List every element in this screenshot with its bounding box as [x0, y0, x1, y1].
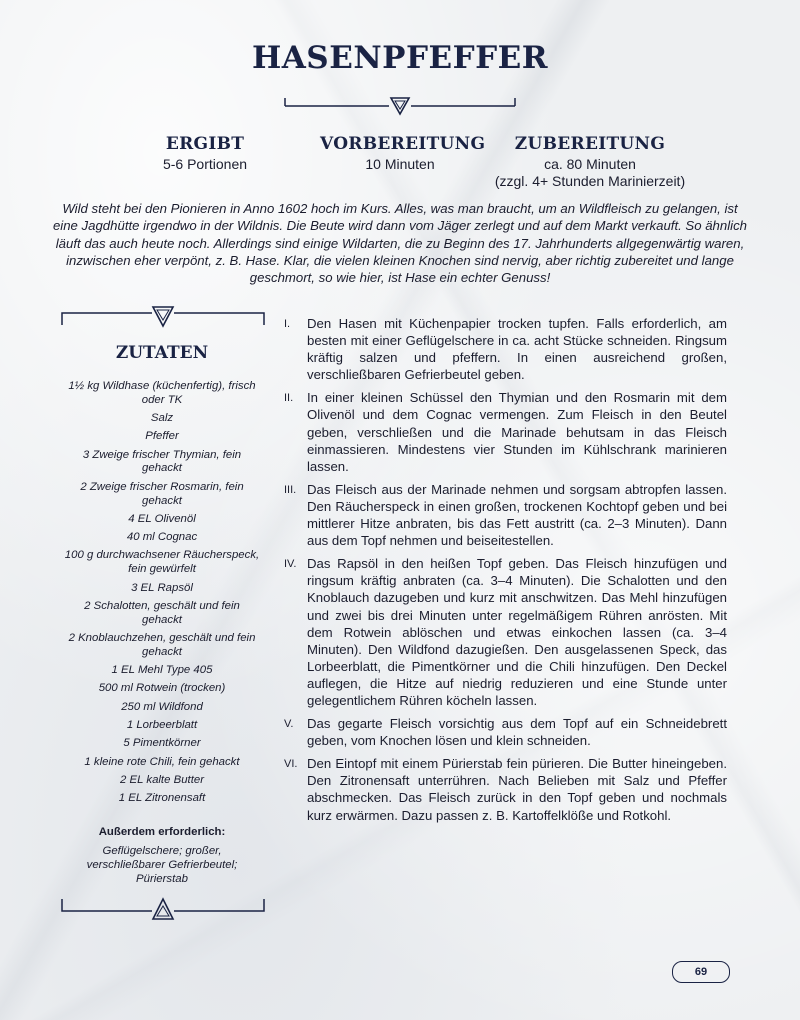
step-number: IV. — [284, 558, 297, 571]
ingredient-item: 2 Zweige frischer Rosmarin, fein gehackt — [80, 480, 244, 507]
ingredients-list — [64, 380, 260, 810]
cook-block — [485, 136, 695, 190]
prep-value: 10 Minuten — [365, 156, 435, 172]
prep-block — [320, 134, 486, 173]
ingredient-item: 500 ml Rotwein (trocken) — [98, 682, 226, 695]
title-divider-ornament — [283, 95, 517, 117]
step-item — [284, 315, 727, 383]
extra-equipment-heading: Außerdem erforderlich: — [98, 826, 226, 838]
ingredient-item: 1 Lorbeerblatt — [126, 718, 198, 731]
step-item — [284, 481, 727, 549]
ingredient-item: 1 EL Mehl Type 405 — [111, 664, 213, 677]
cook-value-note: (zzgl. 4+ Stunden Marinierzeit) — [494, 173, 686, 189]
yield-label: ERGIBT — [165, 134, 245, 154]
ingredient-item: 2 EL kalte Butter — [119, 773, 204, 786]
extra-equipment-text: Geflügelschere; großer, verschließbarer Gefrierbeutel; Pürierstab — [86, 845, 238, 885]
step-item — [284, 389, 727, 474]
step-number: II. — [284, 392, 294, 405]
cook-value: ca. 80 Minuten — [544, 156, 636, 172]
intro-paragraph: Wild steht bei den Pionieren in Anno 1602 hoch im Kurs. Alles, was man braucht, um an Wildfleisch zu gelangen, ist eine Jagdhütte irgendwo in der Wildnis. Die Beute wird dann vom Jäger zerlegt und auf dem Markt verkauft. So ähnlich läuft das auch heute noch. Allerdings sind einige Wildarten, die zu Beginn des 17. Jahrhunderts allgegenwärtig waren, inzwischen eher verpönt, z. B. Hase. Klar, die vielen kleinen Knochen sind nervig, aber richtig zubereitet und lange geschmort, so wie hier, ist Hase ein echter Genuss! — [52, 201, 748, 286]
ingredients-title: ZUTATEN — [115, 343, 209, 363]
ingredient-item: Pfeffer — [145, 430, 179, 443]
step-number: VI. — [284, 758, 298, 771]
cook-label: ZUBEREITUNG — [514, 134, 666, 154]
step-number: I. — [284, 318, 291, 330]
ingredient-item: 40 ml Cognac — [126, 531, 198, 544]
step-text: Das gegarte Fleisch vorsichtig aus dem Topf auf ein Schneidebrett geben, vom Knochen lösen und klein schneiden. — [307, 716, 727, 749]
ingredient-item: 3 EL Rapsöl — [131, 581, 193, 594]
step-text: Den Eintopf mit einem Pürierstab fein pürieren. Die Butter hineingeben. Den Zitronensaft unterrühren. Nach Belieben mit Salz und Pfeffer abschmecken. Das Fleisch zurück in den Topf geben und nochmals kurz erwärmen. Dazu passen z. B. Kartoffelklöße und Rotkohl. — [307, 756, 727, 823]
ingredient-item: 2 Schalotten, geschält und fein gehackt — [84, 599, 240, 626]
step-text: Den Hasen mit Küchenpapier trocken tupfen. Falls erforderlich, am besten mit einer Geflügelschere in ca. acht Stücke schneiden. Ringsum kräftig salzen und pfeffern. In einen ausreichend großen, verschließbaren Gefrierbeutel geben. — [307, 316, 727, 383]
ingredient-item: Salz — [150, 412, 174, 425]
prep-label: VORBEREITUNG — [320, 134, 486, 154]
ingredient-item: 1½ kg Wildhase (küchenfertig), frisch oder TK — [68, 380, 256, 406]
ingredient-item: 100 g durchwachsener Räucherspeck, fein gewürfelt — [64, 549, 260, 576]
steps-list — [284, 315, 727, 830]
yield-value: 5-6 Portionen — [162, 156, 248, 172]
ingredient-item: 1 EL Zitronensaft — [118, 792, 206, 805]
ingredient-item: 5 Pimentkörner — [123, 737, 201, 750]
step-number: V. — [284, 718, 294, 731]
ingredient-item: 250 ml Wildfond — [121, 700, 203, 713]
yield-block — [130, 136, 280, 173]
step-item — [284, 755, 727, 823]
step-text: In einer kleinen Schüssel den Thymian und den Rosmarin mit dem Olivenöl und dem Cognac vermengen. Zum Fleisch in den Beutel geben, verschließen und die Marinade behutsam in das Fleisch einmassieren. Mindestens vier Stunden im Kühlschrank marinieren lassen. — [307, 390, 727, 474]
step-number: III. — [284, 483, 297, 496]
step-item — [284, 715, 727, 749]
step-item — [284, 555, 727, 709]
page-number: 69 — [672, 961, 730, 983]
step-text: Das Fleisch aus der Marinade nehmen und sorgsam abtropfen lassen. Den Räucherspeck in einen großen, trockenen Kochtopf geben und bei mittlerer Hitze anbraten, bis das Fett austritt (ca. 2–3 Minuten). Dann aus dem Topf nehmen und beiseitestellen. — [307, 481, 727, 549]
ingredient-item: 4 EL Olivenöl — [128, 512, 196, 525]
recipe-title: HASENPFEFFER — [251, 40, 549, 76]
ingredient-item: 2 Knoblauchzehen, geschält und fein gehackt — [68, 631, 256, 658]
ingredient-item: 3 Zweige frischer Thymian, fein gehackt — [82, 448, 242, 475]
step-text: Das Rapsöl in den heißen Topf geben. Das Fleisch hinzufügen und ringsum kräftig anbraten (ca. 3–4 Minuten). Die Schalotten und den Knoblauch dazugeben und kurz mit anschwitzen. Das Mehl hinzufügen und zwei bis drei Minuten unter regelmäßigem Rühren anrösten. Mit dem Rotwein ablöschen und etwas einkochen lassen (ca. 3–4 Minuten). Den Wildfond dazugießen. Den ausgelassenen Speck, das Lorbeerblatt, die Pimentkörner und die Chili hinzufügen. Den Deckel auflegen, die Hitze auf niedrig reduzieren und eine Stunde unter gelegentlichem Rühren köcheln lassen. — [307, 556, 727, 708]
ingredient-item: 1 kleine rote Chili, fein gehackt — [84, 755, 240, 768]
